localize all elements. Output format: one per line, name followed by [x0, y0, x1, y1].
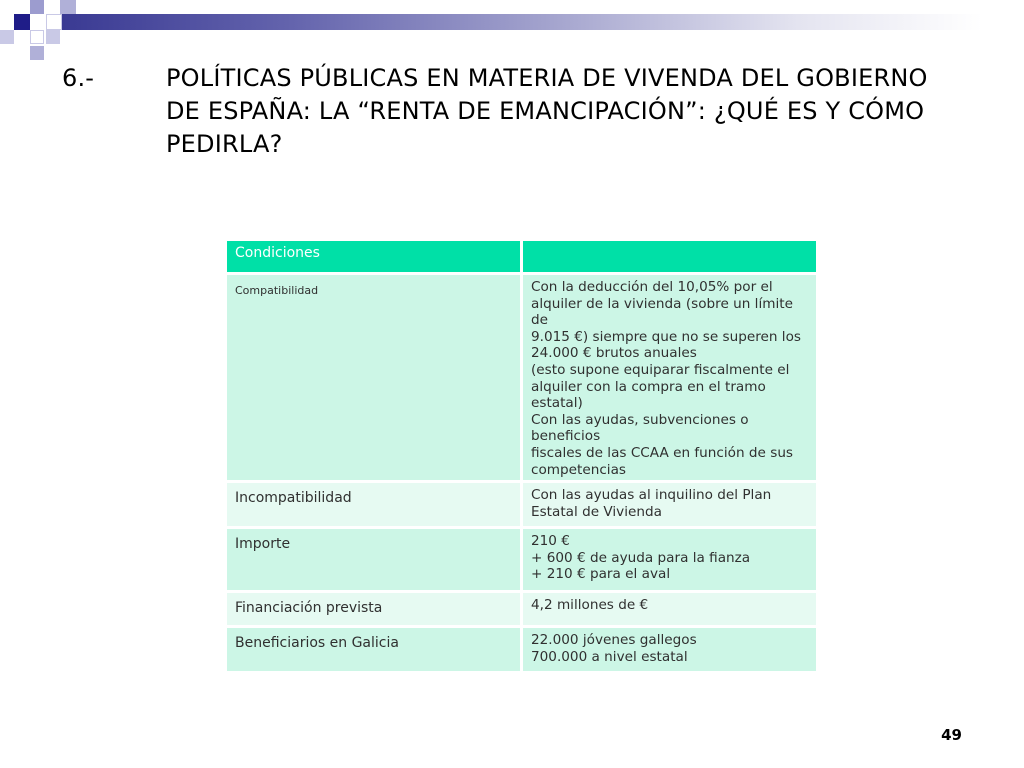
title-text: POLÍTICAS PÚBLICAS EN MATERIA DE VIVENDA DEL GOBIERNO DE ESPAÑA: LA “RENTA DE EMANCIPACIÓN”: ¿QUÉ ES Y CÓMO PEDIRLA?	[166, 64, 928, 158]
value-line: alquiler de la vivienda (sobre un límite de	[531, 295, 793, 329]
row-label	[226, 528, 522, 592]
table-row	[226, 482, 818, 528]
table-header-row	[226, 240, 818, 274]
value-line: Estatal de Vivienda	[531, 503, 662, 520]
label-financiacion: Financiación prevista	[235, 600, 383, 617]
table-row	[226, 592, 818, 627]
decor-square	[0, 0, 14, 14]
value-line: alquiler con la compra en el tramo estatal)	[531, 378, 766, 412]
row-label	[226, 592, 522, 627]
value-line: Con las ayudas al inquilino del Plan	[531, 487, 772, 504]
label-compatibilidad: Compatibilidad	[235, 284, 319, 297]
value-line: 22.000 jóvenes gallegos	[531, 632, 697, 649]
table-row	[226, 274, 818, 482]
value-line: fiscales de las CCAA en función de sus	[531, 444, 794, 461]
label-importe: Importe	[235, 536, 291, 553]
decor-square	[46, 14, 62, 30]
corner-decoration	[0, 0, 80, 60]
value-line: competencias	[531, 461, 626, 478]
page-number: 49	[941, 726, 962, 744]
value-line: + 600 € de ayuda para la fianza	[531, 549, 751, 566]
row-label	[226, 482, 522, 528]
decor-square	[30, 46, 44, 60]
value-line: + 210 € para el aval	[531, 566, 671, 583]
row-value	[522, 274, 818, 482]
decor-square	[0, 30, 14, 44]
value-line: 210 €	[531, 533, 570, 550]
row-value	[522, 528, 818, 592]
value-line: (esto supone equiparar fiscalmente el	[531, 361, 790, 378]
value-line: 24.000 € brutos anuales	[531, 345, 697, 362]
row-label	[226, 627, 522, 673]
header-gradient-bar	[62, 14, 982, 30]
value-line: 4,2 millones de €	[531, 597, 649, 614]
table-row	[226, 627, 818, 673]
row-value	[522, 627, 818, 673]
value-line: 700.000 a nivel estatal	[531, 648, 688, 665]
label-incompatibilidad: Incompatibilidad	[235, 490, 352, 507]
table-header-conditions: Condiciones	[226, 240, 522, 274]
title-number: 6.-	[62, 64, 95, 92]
conditions-table	[224, 238, 819, 674]
decor-square	[60, 0, 76, 14]
row-value	[522, 482, 818, 528]
label-beneficiarios: Beneficiarios en Galicia	[235, 635, 399, 652]
decor-square	[30, 0, 44, 14]
decor-square	[46, 30, 60, 44]
decor-square	[30, 30, 44, 44]
table-header-empty	[522, 240, 818, 274]
decor-square	[14, 14, 30, 30]
value-line: Con las ayudas, subvenciones o beneficios	[531, 411, 749, 445]
row-label	[226, 274, 522, 482]
row-value	[522, 592, 818, 627]
table-row	[226, 528, 818, 592]
value-line: 9.015 €) siempre que no se superen los	[531, 328, 801, 345]
value-line: Con la deducción del 10,05% por el	[531, 279, 773, 295]
